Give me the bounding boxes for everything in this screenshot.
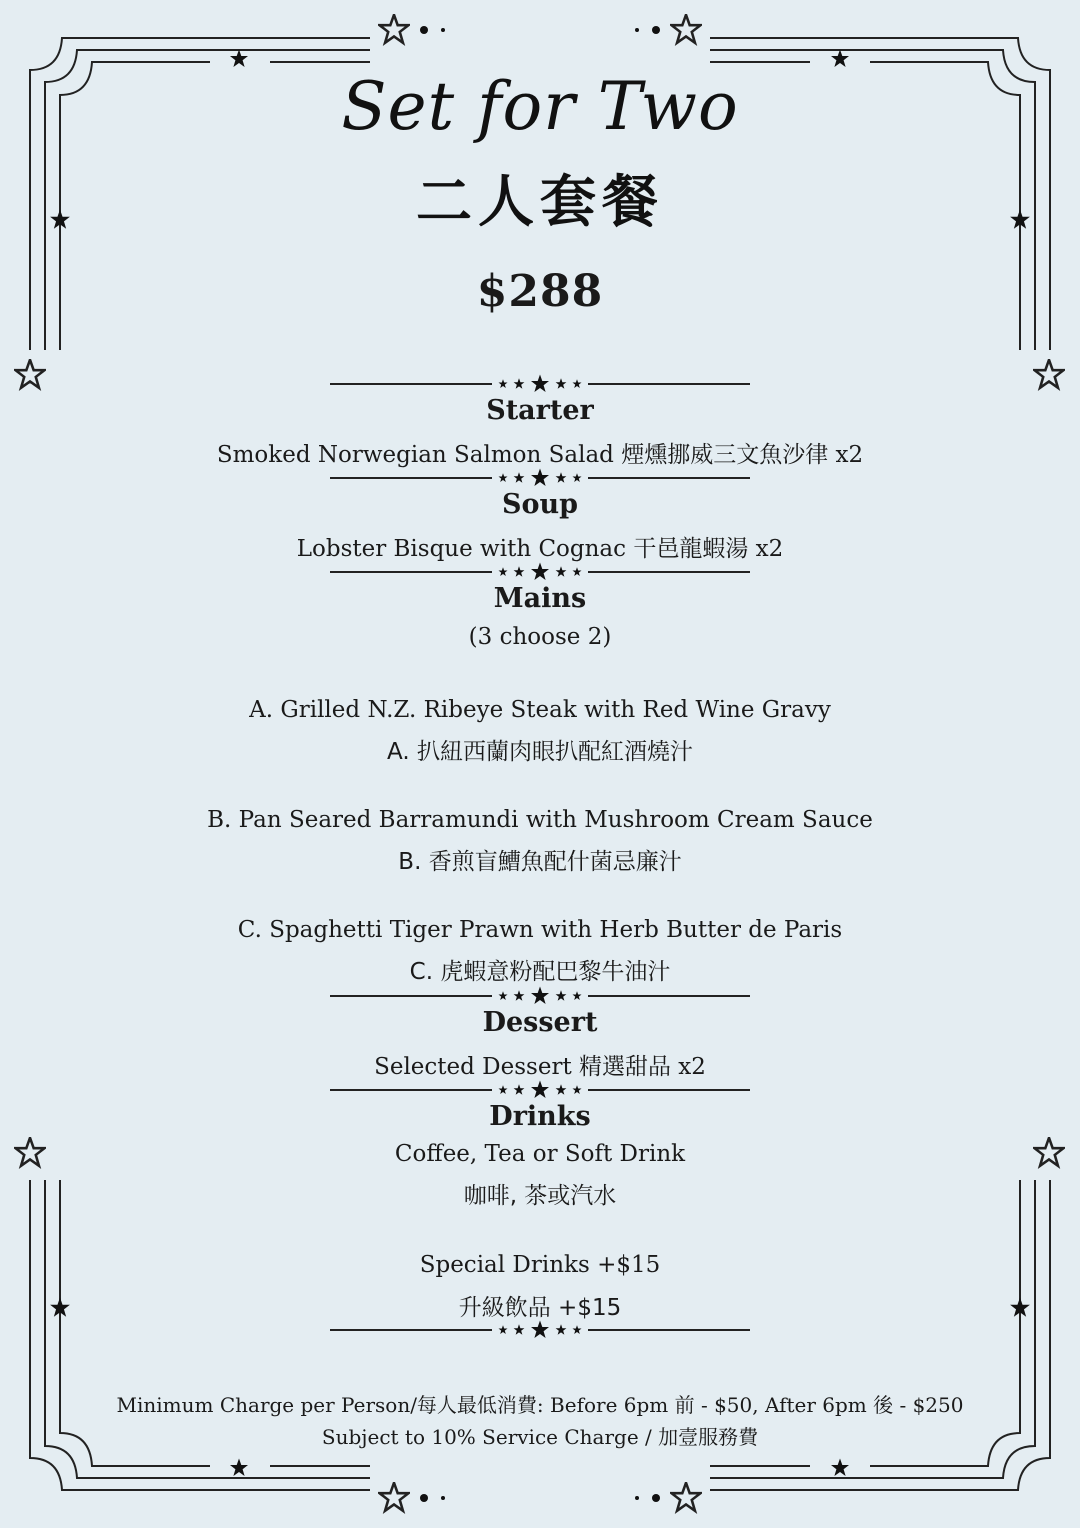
drinks-heading: Drinks — [489, 1101, 591, 1132]
mains-note: (3 choose 2) — [468, 624, 612, 650]
main-option-c-zh: C. 虎蝦意粉配巴黎牛油汁 — [409, 959, 671, 985]
menu-title-chinese: 二人套餐 — [416, 170, 664, 235]
star-divider — [330, 986, 750, 1006]
dessert-heading: Dessert — [482, 1007, 598, 1038]
star-divider — [330, 374, 750, 394]
drinks-item-en: Coffee, Tea or Soft Drink — [394, 1141, 686, 1167]
soup-heading: Soup — [501, 489, 579, 520]
service-charge-note: Subject to 10% Service Charge / 加壹服務費 — [321, 1425, 759, 1449]
set-price: $288 — [476, 266, 604, 317]
star-divider — [330, 1080, 750, 1100]
minimum-charge-note: Minimum Charge per Person/每人最低消費: Before 6pm 前 - $50, After 6pm 後 - $250 — [116, 1393, 964, 1417]
main-option-b-en: B. Pan Seared Barramundi with Mushroom Cream Sauce — [207, 807, 873, 833]
dessert-item: Selected Dessert 精選甜品 x2 — [374, 1054, 706, 1080]
star-divider — [330, 1320, 750, 1340]
drinks-item-zh: 咖啡, 茶或汽水 — [463, 1183, 617, 1209]
starter-item: Smoked Norwegian Salmon Salad 煙燻挪威三文魚沙律 x2 — [216, 442, 864, 468]
menu-title: Set for Two — [341, 68, 739, 145]
main-option-c-en: C. Spaghetti Tiger Prawn with Herb Butter de Paris — [237, 917, 843, 943]
main-option-a-zh: A. 扒紐西蘭肉眼扒配紅酒燒汁 — [387, 739, 693, 765]
special-drinks-zh: 升級飲品 +$15 — [458, 1295, 622, 1321]
main-option-b-zh: B. 香煎盲鰽魚配什菌忌廉汁 — [398, 849, 682, 875]
star-divider — [330, 468, 750, 488]
mains-heading: Mains — [493, 583, 587, 614]
main-option-a-en: A. Grilled N.Z. Ribeye Steak with Red Wine Gravy — [249, 697, 831, 723]
special-drinks-en: Special Drinks +$15 — [419, 1252, 661, 1278]
star-divider — [330, 562, 750, 582]
starter-heading: Starter — [486, 395, 594, 426]
soup-item: Lobster Bisque with Cognac 干邑龍蝦湯 x2 — [296, 536, 784, 562]
